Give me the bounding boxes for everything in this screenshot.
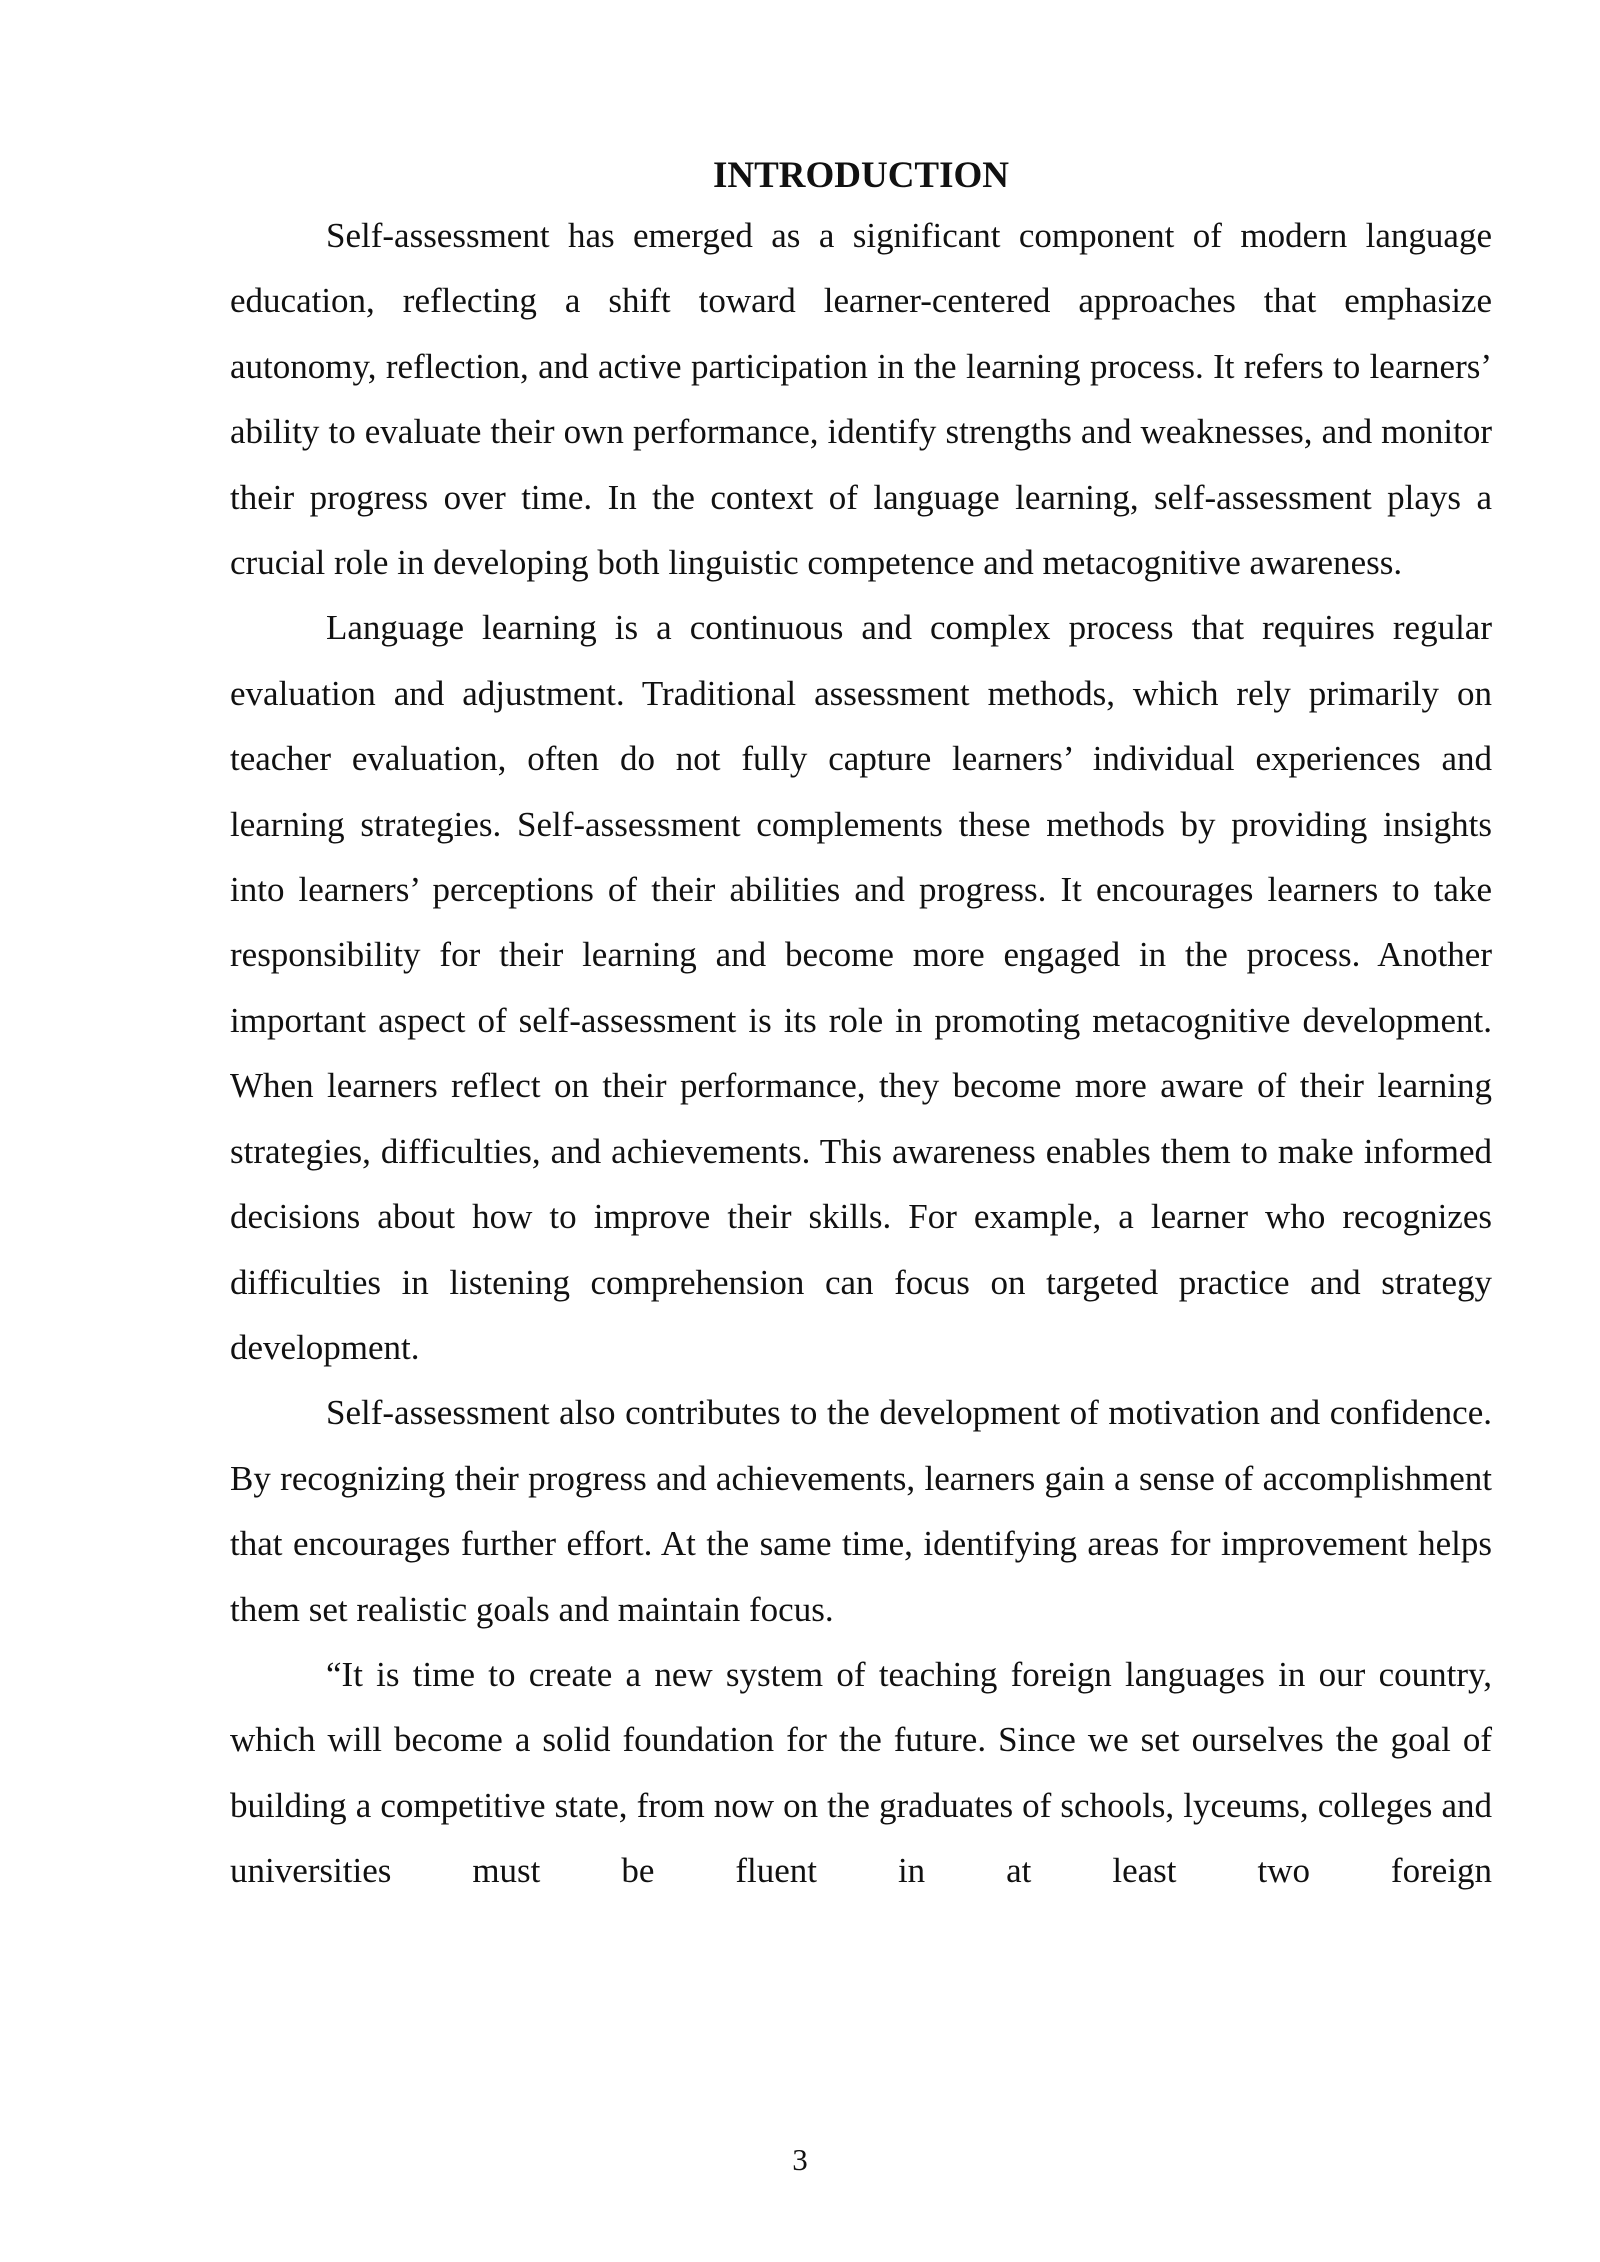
paragraph-motivation-confidence: Self-assessment also contributes to the development of motivation and confidence. By recognizing their progress and achievements, learners gain a sense of accomplishment that encourages further effort. At the same time, identifying areas for improvement helps them set realistic goals and maintain focus. [230, 1393, 1492, 1629]
page-number: 3 [792, 2142, 808, 2177]
section-heading: INTRODUCTION [712, 155, 1010, 196]
paragraph-quote-foreign-languages: “It is time to create a new system of teaching foreign languages in our country, which will become a solid foundation for the future. Since we set ourselves the goal of building a competitive state, from now on the graduates of schools, lyceums, colleges and universities must be fluent in at least two foreign [230, 1654, 1492, 1891]
page-body [230, 148, 1492, 1904]
paragraph-language-learning-process: Language learning is a continuous and complex process that requires regular evaluation and adjustment. Traditional assessment methods, which rely primarily on teacher evaluation, often do not fully capture learners’ individual experiences and learning strategies. Self-assessment complements these methods by providing insights into learners’ perceptions of their abilities and progress. It encourages learners to take responsibility for their learning and become more engaged in the process. Another important aspect of self-assessment is its role in promoting metacognitive development. When learners reflect on their performance, they become more aware of their learning strategies, difficulties, and achievements. This awareness enables them to make informed decisions about how to improve their skills. For example, a learner who recognizes difficulties in listening comprehension can focus on targeted practice and strategy development. [230, 608, 1492, 1367]
paragraph-self-assessment-definition: Self-assessment has emerged as a significant component of modern language education, reflecting a shift toward learner-centered approaches that emphasize autonomy, reflection, and active participation in the learning process. It refers to learners’ ability to evaluate their own performance, identify strengths and weaknesses, and monitor their progress over time. In the context of language learning, self-assessment plays a crucial role in developing both linguistic competence and metacognitive awareness. [230, 216, 1492, 583]
